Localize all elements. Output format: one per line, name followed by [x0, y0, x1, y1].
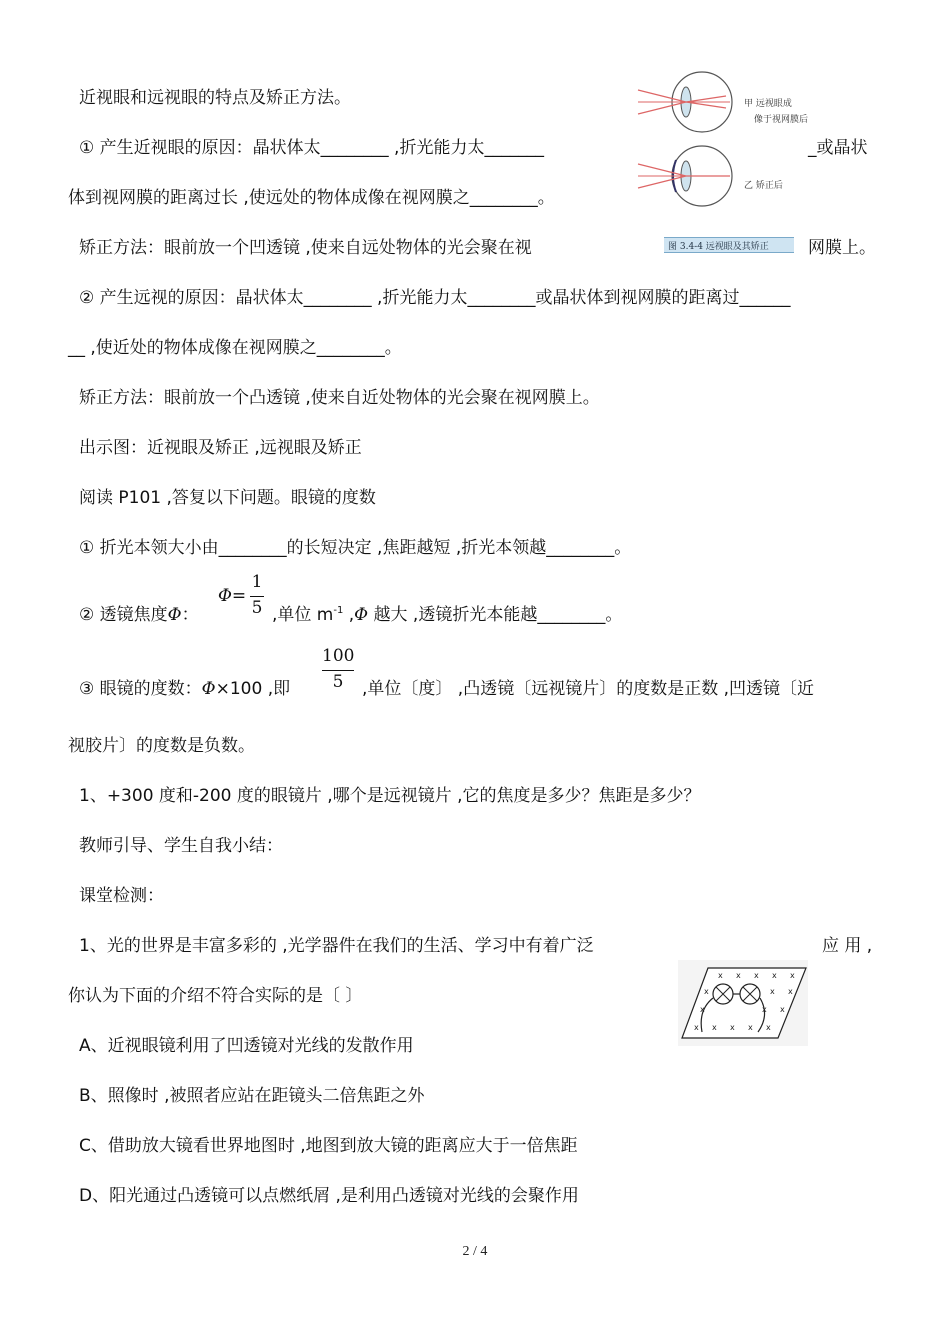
formula-fraction-bar: [250, 596, 264, 597]
diopter-fraction-bar: [322, 670, 354, 671]
class-test-heading: 课堂检测：: [79, 886, 164, 906]
svg-text:x: x: [718, 971, 723, 980]
test-question-1-cont: 你认为下面的介绍不符合实际的是〔 〕: [68, 986, 363, 1006]
svg-text:x: x: [788, 987, 793, 996]
lens-power-line: [79, 603, 199, 627]
svg-text:x: x: [790, 971, 795, 980]
reading-task-line: 阅读 P101 ,答复以下问题。眼镜的度数: [79, 488, 376, 508]
diopter-formula: [322, 646, 354, 698]
diopter-denominator: 5: [332, 672, 344, 692]
phi-symbol: Φ: [167, 605, 182, 625]
svg-text:x: x: [766, 1023, 771, 1032]
unit-exponent: -1: [333, 605, 344, 616]
svg-text:x: x: [772, 971, 777, 980]
lens-power-label: ② 透镜焦度: [79, 605, 168, 625]
field-diagram-svg: [678, 960, 808, 1046]
svg-text:x: x: [736, 971, 741, 980]
svg-text:x: x: [704, 987, 709, 996]
lens-power-formula: [218, 572, 266, 624]
lens-power-tail: 越大 ,透镜折光本能越________。: [368, 605, 623, 625]
svg-text:x: x: [754, 971, 759, 980]
phi-symbol-2: Φ: [354, 605, 369, 625]
eye-diagram-figure: [634, 68, 814, 218]
myopia-cause-line: ① 产生近视眼的原因：晶状体太________ ,折光能力太_______: [79, 138, 544, 158]
svg-text:x: x: [770, 987, 775, 996]
diopter-numerator: 100: [322, 646, 355, 666]
formula-lhs: Φ=: [218, 586, 247, 606]
heading-myopia-hyperopia: 近视眼和远视眼的特点及矫正方法。: [79, 88, 351, 108]
hyperopia-cause-cont: __ ,使近处的物体成像在视网膜之________。: [68, 338, 402, 358]
myopia-correction: 矫正方法：眼前放一个凹透镜 ,使来自远处物体的光会聚在视: [79, 238, 532, 258]
eye-figure-caption-bar: [664, 237, 794, 253]
unit-sep: ,: [343, 605, 355, 625]
eye-figure-caption: 图 3.4-4 远视眼及其矫正: [668, 242, 769, 252]
page-number: 2 / 4: [462, 1244, 488, 1259]
formula-denominator: 5: [251, 598, 263, 618]
svg-text:x: x: [694, 1023, 699, 1032]
hyperopia-cause-line: ② 产生远视的原因：晶状体太________ ,折光能力太________或晶状体到视网膜的距离过______: [79, 288, 791, 308]
hyperopia-correction: 矫正方法：眼前放一个凸透镜 ,使来自近处物体的光会聚在视网膜上。: [79, 388, 600, 408]
phi-symbol-3: Φ: [201, 679, 216, 699]
option-b: B、照像时 ,被照者应站在距镜头二倍焦距之外: [79, 1086, 425, 1106]
eye-diagram-svg: [634, 68, 814, 218]
diopter-formula-text: ×100 ,即: [215, 679, 291, 699]
question-1-line: 1、+300 度和-200 度的眼镜片 ,哪个是远视镜片 ,它的焦度是多少？焦距是多少？: [79, 786, 701, 806]
myopia-correction-end: 网膜上。: [808, 238, 876, 258]
svg-text:x: x: [780, 1005, 785, 1014]
test-question-1-end: 应 用 ,: [822, 936, 873, 956]
svg-text:x: x: [712, 1023, 717, 1032]
eye-figure-label-yi: 乙 矫正后: [744, 181, 783, 191]
refractive-power-line: ① 折光本领大小由________的长短决定 ,焦距越短 ,折光本领越________。: [79, 538, 632, 558]
test-question-1: 1、光的世界是丰富多彩的 ,光学器件在我们的生活、学习中有着广泛: [79, 936, 594, 956]
diopter-line-tail: ,单位〔度〕 ,凸透镜〔远视镜片〕的度数是正数 ,凹透镜〔近: [362, 679, 815, 699]
myopia-cause-line-end: _或晶状: [808, 138, 868, 158]
svg-text:x: x: [762, 1005, 767, 1014]
summary-line: 教师引导、学生自我小结：: [79, 836, 283, 856]
diopter-label: ③ 眼镜的度数：: [79, 679, 202, 699]
option-d: D、阳光通过凸透镜可以点燃纸屑 ,是利用凸透镜对光线的会聚作用: [79, 1186, 579, 1206]
circuit-field-figure: [678, 960, 808, 1046]
option-c: C、借助放大镜看世界地图时 ,地图到放大镜的距离应大于一倍焦距: [79, 1136, 578, 1156]
diopter-line: [79, 677, 290, 701]
formula-numerator: 1: [251, 572, 263, 592]
myopia-cause-cont: 体到视网膜的距离过长 ,使远处的物体成像在视网膜之________。: [68, 188, 555, 208]
eye-figure-label-jia-2: 像于视网膜后: [754, 115, 809, 125]
lens-power-colon: ：: [181, 605, 199, 625]
svg-text:x: x: [730, 1023, 735, 1032]
diopter-line-cont: 视胶片〕的度数是负数。: [68, 736, 255, 756]
show-figure-line: 出示图：近视眼及矫正 ,远视眼及矫正: [79, 438, 362, 458]
eye-figure-label-jia: 甲 远视眼成: [744, 99, 792, 109]
lens-power-unit-line: [272, 603, 622, 627]
svg-text:x: x: [748, 1023, 753, 1032]
option-a: A、近视眼镜利用了凹透镜对光线的发散作用: [79, 1036, 414, 1056]
unit-text: ,单位 m: [272, 605, 334, 625]
svg-text:x: x: [700, 1005, 705, 1014]
